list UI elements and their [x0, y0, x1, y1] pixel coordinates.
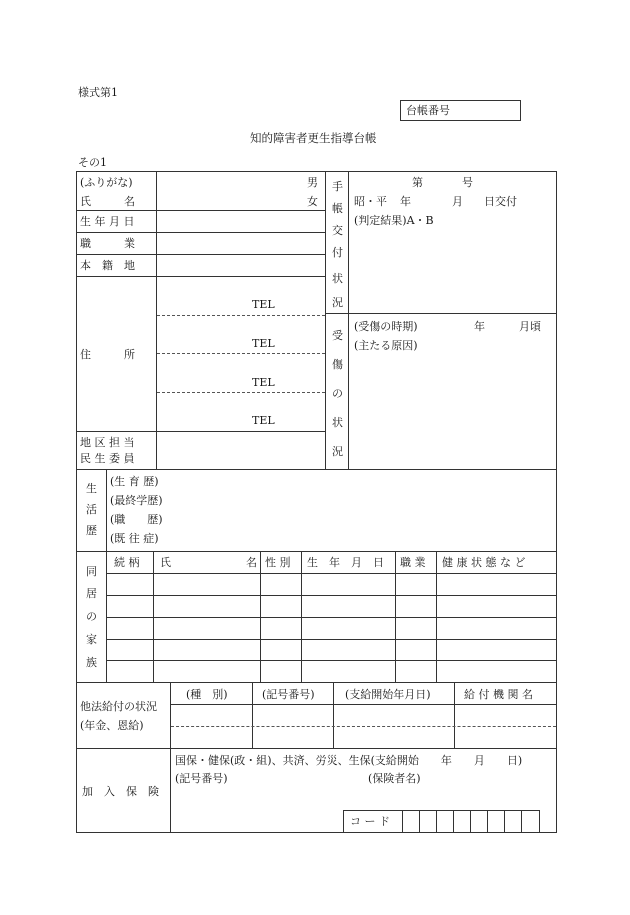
occupation-label: 職 業: [80, 237, 135, 250]
row-divider-name: [76, 210, 326, 211]
tel-label-2: TEL: [252, 337, 275, 350]
family-vertical-1: 同: [86, 565, 97, 578]
address-dash-1: [157, 315, 325, 316]
furigana-label: (ふりがな): [80, 176, 133, 189]
benefits-header-agency: 給 付 機 関 名: [464, 688, 533, 701]
domicile-label: 本 籍 地: [80, 259, 135, 272]
insurance-label: 加 入 保 険: [82, 785, 159, 798]
injury-year: 年: [474, 320, 485, 333]
family-header-name-2: 名: [246, 556, 257, 569]
family-header-health: 健 康 状 態 な ど: [442, 556, 526, 569]
family-row-5: [106, 660, 557, 661]
tel-label-1: TEL: [252, 298, 275, 311]
injury-cause-label: (主たる原因): [354, 339, 418, 352]
row-divider-occupation: [76, 254, 326, 255]
sex-male-label: 男: [307, 176, 318, 189]
handbook-vertical-5: 状: [332, 272, 343, 285]
family-row-3: [106, 617, 557, 618]
personal-value-divider: [325, 171, 326, 469]
family-row-4: [106, 639, 557, 640]
history-vertical-3: 歴: [86, 524, 97, 537]
tel-label-4: TEL: [252, 414, 275, 427]
injury-vertical-1: 受: [332, 329, 343, 342]
district-commissioner-label-2: 民 生 委 員: [80, 452, 135, 465]
table-border-left: [76, 171, 77, 833]
injury-vertical-2: 傷: [332, 358, 343, 371]
benefits-header-start: (支給開始年月日): [345, 688, 431, 701]
benefits-label-1: 他法給付の状況: [80, 700, 157, 713]
benefits-col-code: [333, 682, 334, 748]
dob-label: 生 年 月 日: [80, 215, 135, 228]
family-row-1: [106, 573, 557, 574]
table-border-bottom: [76, 832, 557, 833]
history-vertical-2: 活: [86, 503, 97, 516]
family-header-occupation: 職 業: [400, 556, 426, 569]
history-vertical-1: 生: [86, 482, 97, 495]
family-top-border: [76, 551, 557, 552]
family-vertical-4: 家: [86, 633, 97, 646]
insurance-top-border: [76, 748, 557, 749]
personal-label-divider: [156, 171, 157, 469]
injury-vertical-5: 況: [332, 445, 343, 458]
row-divider-address: [76, 431, 326, 432]
benefits-header-divider: [170, 704, 557, 705]
ledger-number-label: 台帳番号: [406, 104, 450, 117]
benefits-label-2: (年金、恩給): [80, 719, 144, 732]
handbook-number-suffix: 号: [462, 176, 473, 189]
handbook-vertical-6: 況: [332, 296, 343, 309]
benefits-header-code: (記号番号): [262, 688, 315, 701]
family-header-dob: 生 年 月 日: [307, 556, 384, 569]
handbook-number-prefix: 第: [412, 176, 423, 189]
page-title: 知的障害者更生指導台帳: [250, 131, 377, 145]
code-digit-divider: [436, 810, 437, 832]
handbook-vertical-1: 手: [332, 180, 343, 193]
benefits-top-border: [76, 682, 557, 683]
history-item-education: (最終学歴): [110, 494, 163, 507]
code-digit-divider: [419, 810, 420, 832]
handbook-judgment: (判定結果)A・B: [354, 214, 434, 227]
handbook-month: 月: [452, 195, 463, 208]
injury-time-label: (受傷の時期): [354, 320, 418, 333]
injury-vertical-4: 状: [332, 416, 343, 429]
row-divider-dob: [76, 232, 326, 233]
handbook-vertical-3: 交: [332, 224, 343, 237]
code-digit-boxes[interactable]: [402, 810, 540, 832]
insurance-types: 国保・健保(政・組)、共済、労災、生保(支給開始 年 月 日): [175, 754, 523, 767]
code-digit-divider: [521, 810, 522, 832]
history-item-growth: (生 育 歴): [110, 475, 159, 488]
code-digit-divider: [453, 810, 454, 832]
history-top-border: [76, 469, 557, 470]
code-digit-divider: [402, 810, 403, 832]
handbook-year: 年: [400, 195, 411, 208]
sex-female-label: 女: [307, 195, 318, 208]
history-item-work: (職 歴): [110, 513, 163, 526]
benefits-col-start: [454, 682, 455, 748]
table-border-right: [556, 171, 557, 833]
handbook-injury-divider: [325, 313, 557, 314]
code-box-left: [343, 810, 344, 832]
district-commissioner-label-1: 地 区 担 当: [80, 436, 135, 449]
injury-month: 月頃: [519, 320, 541, 333]
family-row-2: [106, 595, 557, 596]
code-box-label: コ ー ド: [350, 815, 390, 828]
code-digit-divider: [487, 810, 488, 832]
insurance-code-label: (記号番号): [175, 772, 228, 785]
handbook-label-divider: [348, 171, 349, 469]
family-header-sex: 性 別: [265, 556, 291, 569]
code-digit-divider: [470, 810, 471, 832]
row-divider-domicile: [76, 276, 326, 277]
address-dash-3: [157, 392, 325, 393]
history-item-medical: (既 往 症): [110, 532, 159, 545]
part-label: その1: [78, 156, 107, 169]
code-digit-divider: [539, 810, 540, 832]
benefits-dash-row: [171, 726, 556, 727]
address-label: 住 所: [80, 348, 135, 361]
benefits-col-type: [252, 682, 253, 748]
handbook-vertical-4: 付: [332, 246, 343, 259]
handbook-vertical-2: 帳: [332, 202, 343, 215]
tel-label-3: TEL: [252, 376, 275, 389]
address-dash-2: [157, 353, 325, 354]
insurance-insurer-label: (保険者名): [368, 772, 421, 785]
form-number: 様式第1: [78, 86, 118, 99]
handbook-era: 昭・平: [354, 195, 387, 208]
handbook-day-issued: 日交付: [484, 195, 517, 208]
benefits-header-type: (種 別): [186, 688, 228, 701]
injury-vertical-3: の: [332, 387, 343, 400]
family-vertical-2: 居: [86, 587, 97, 600]
history-label-divider: [106, 469, 107, 551]
family-vertical-5: 族: [86, 656, 97, 669]
table-border-top: [76, 171, 557, 172]
family-header-name-1: 氏: [160, 556, 171, 569]
code-digit-divider: [504, 810, 505, 832]
name-label: 氏 名: [80, 195, 135, 208]
family-header-relation: 続 柄: [114, 556, 140, 569]
family-vertical-3: の: [86, 610, 97, 623]
